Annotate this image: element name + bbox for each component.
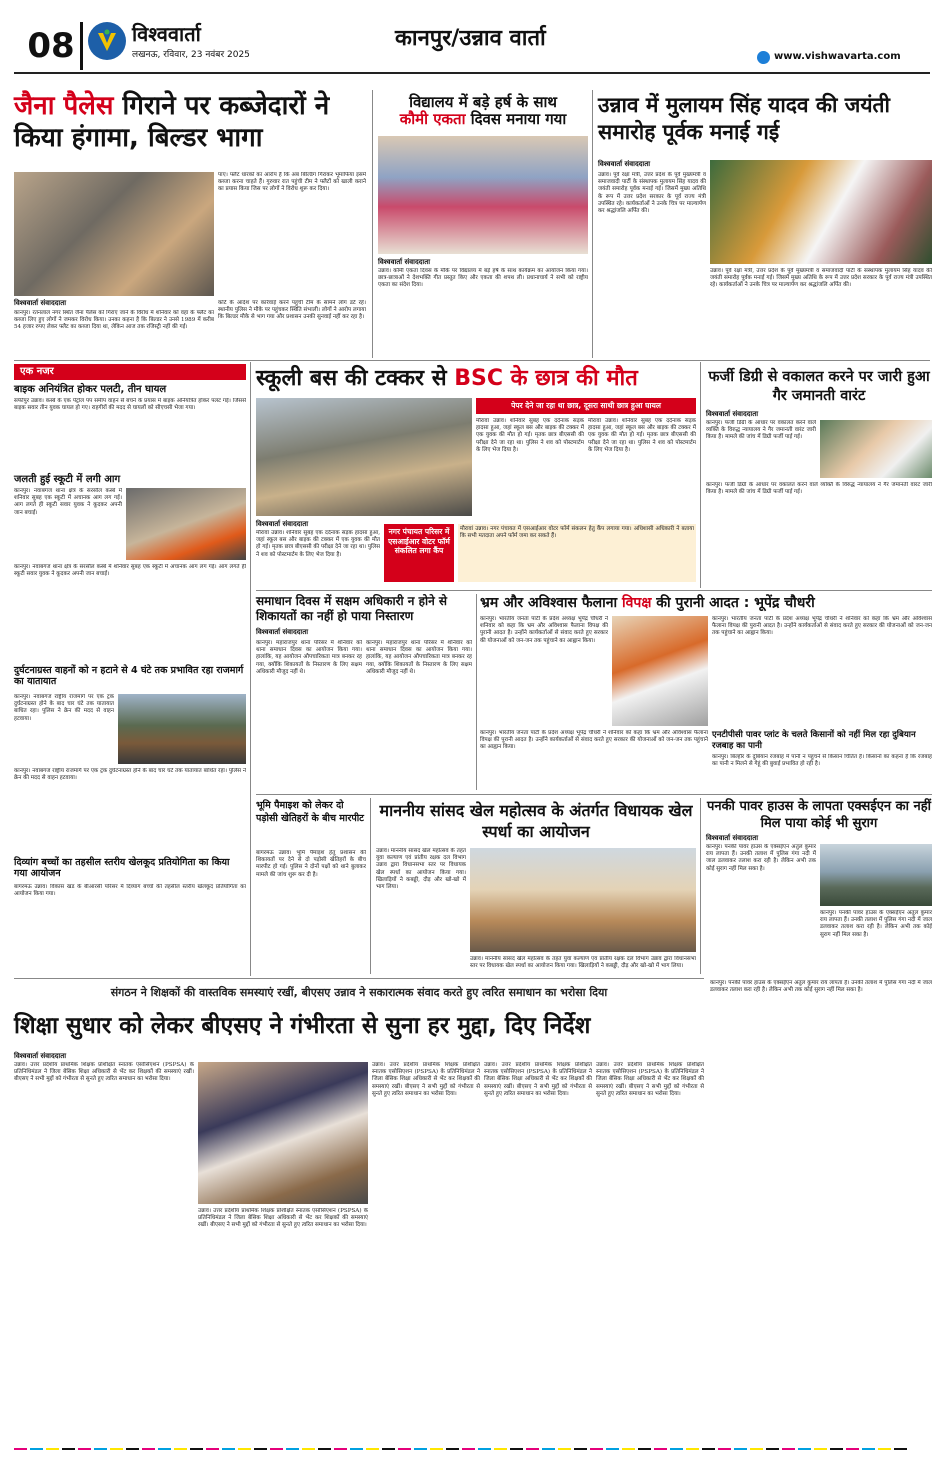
mulayam-body: उन्नाव। पूर्व रक्षा मंत्री, उत्तर प्रदेश के पूर्व मुख्यमंत्री व समाजवादी पार्टी के संस्थापक मुलायम सिंह यादव की जयंती समारोह पूर्वक मनाई गई। जिसमें मुख्य अतिथि के रूप में उत्तर प्रदेश सरकार के पूर्व राज्य मंत्री उपस्थित रहे। कार्यकर्ताओं ने उनके चित्र पर माल्यार्पण कर श्रद्धांजलि अर्पित की।: [598, 172, 706, 215]
farji-body-continued: कानपुर। फर्जी डिग्री के आधार पर वकालत करने वाले व्यक्ति के विरुद्ध न्यायालय ने गैर जमानती वारंट जारी किया है। मामले की जांच में डिग्री फर्जी पाई गई।: [706, 482, 932, 496]
school-bus-headline: [256, 364, 696, 394]
school-bus-body-continued: मौरावां उन्नाव। शनिवार सुबह एक दर्दनाक सड़क हादसा हुआ, जहां स्कूल बस और बाइक की टक्कर में एक युवक की मौत हो गई। मृतक छात्र बीएससी की परीक्षा देने जा रहा था। पुलिस ने शव को पोस्टमार्टम के लिए भेज दिया है।: [588, 418, 696, 453]
vidyalaya-body: उन्नाव। कौमी एकता दिवस के मौके पर विद्यालय में बड़े हर्ष के साथ कार्यक्रम का आयोजन किया गया। छात्र-छात्राओं ने देशभक्ति गीत प्रस्तुत किए और एकता की शपथ ली। प्रधानाचार्य ने सभी को राष्ट्रीय एकता का संदेश दिया।: [378, 268, 588, 289]
panki-body: कानपुर। पनकी पावर हाउस के एक्सईएन अतुल कुमार राय लापता हैं। उनकी तलाश में पुलिस गंगा नदी में जाल डलवाकर तलाश करा रही है। लेकिन अभी तक कोई सुराग नहीं मिल सका है।: [706, 844, 816, 872]
divider: [476, 594, 477, 790]
panki-headline: पनकी पावर हाउस के लापता एक्सईएन का नहीं मिल पाया कोई भी सुराग: [706, 799, 932, 831]
samadhan-byline: विश्ववार्ता संवाददाता: [256, 628, 309, 636]
bsa-body-col4: उन्नाव। उत्तर प्रदेशीय प्राथमिक शिक्षक प्रशिक्षित स्नातक एसोसिएशन (PSPSA) के प्रतिनिधिमंडल ने जिला बेसिक शिक्षा अधिकारी से भेंट कर शिक्षकों की समस्याएं रखीं। बीएसए ने सभी मुद्दों को गंभीरता से सुनते हुए त्वरित समाधान का भरोसा दिया।: [484, 1062, 592, 1097]
panki-body-continued: कानपुर। पनकी पावर हाउस के एक्सईएन अतुल कुमार राय लापता हैं। उनकी तलाश में पुलिस गंगा नदी में जाल डलवाकर तलाश करा रही है। लेकिन अभी तक कोई सुराग नहीं मिल सका है।: [820, 910, 932, 938]
divider: [14, 978, 704, 979]
ntpc-body: कानपुर। बिल्हौर के दुबियान रजबाह में पानी न पहुंचने से किसान चिंतित हैं। किसानों का कहना है कि रजबाह का पानी न मिलने से गेहूं की बुवाई प्रभावित हो रही है।: [712, 754, 932, 768]
nagar-panchayat-box: नगर पंचायत परिसर में एसआईआर वोटर फॉर्म संकलित लगा कैंप: [384, 524, 454, 582]
bsa-kicker: संगठन ने शिक्षकों की वास्तविक समस्याएं रखीं, बीएसए उन्नाव ने सकारात्मक संवाद करते हुए त्वरित समाधान का भरोसा दिया: [110, 986, 608, 999]
bsa-body-continued: उन्नाव। उत्तर प्रदेशीय प्राथमिक शिक्षक प्रशिक्षित स्नातक एसोसिएशन (PSPSA) के प्रतिनिधिमंडल ने जिला बेसिक शिक्षा अधिकारी से भेंट कर शिक्षकों की समस्याएं रखीं। बीएसए ने सभी मुद्दों को गंभीरता से सुनते हुए त्वरित समाधान का भरोसा दिया।: [198, 1208, 368, 1229]
ek-nazar-scooty-photo: [126, 488, 246, 560]
bhram-photo: [612, 616, 708, 726]
sansad-body: उन्नाव। माननीय सांसद खेल महोत्सव के तहत युवा कल्याण एवं प्रांतीय रक्षक दल विभाग उन्नाव द्वारा विधानसभा स्तर पर विधायक खेल स्पर्धा का आयोजन किया गया। खिलाड़ियों ने कबड्डी, दौड़ और खो-खो में भाग लिया।: [376, 848, 466, 891]
bhumi-body: बांगरमऊ उन्नाव। भूमि पैमाइश हेतु प्रशासन की शिकायतों पर देने से दो पड़ोसी खेतिहरों के बीच मारपीट हो गई। पुलिस ने दोनों पक्षों को थाने बुलाकर मामले की जांच शुरू कर दी है।: [256, 850, 366, 878]
school-bus-headline-pre: स्कूली बस की टक्कर से: [256, 366, 455, 391]
bsa-byline: विश्ववार्ता संवाददाता: [14, 1052, 67, 1060]
dateline: लखनऊ, रविवार, 23 नवंबर 2025: [132, 50, 250, 60]
jaina-headline-red: जैना पैलेस: [14, 91, 114, 121]
divider: [256, 590, 932, 591]
website-link[interactable]: www.vishwavarta.com: [774, 51, 901, 62]
mulayam-photo: [710, 160, 932, 264]
divider: [250, 362, 251, 976]
ek-nazar-item-body: कानपुर। नवाबगंज थाना क्षेत्र के सरसौल कस्बे में शनिवार सुबह एक स्कूटी में अचानक आग लग गई। आग लगते ही स्कूटी सवार युवक ने कूदकर अपनी जान बचाई।: [14, 564, 246, 578]
ek-nazar-label: एक नजर: [14, 364, 246, 380]
bhram-headline-rest: की पुरानी आदत : भूपेंद्र चौधरी: [651, 595, 815, 611]
globe-icon: [757, 51, 770, 64]
ek-nazar-item-body: सफीपुर उन्नाव। कस्बे के एक पेट्रोल पंप समीप वाहन से बचने के प्रयास में बाइक अनियंत्रित होकर पलट गई। जिससे बाइक सवार तीन युवक घायल हो गए। राहगीरों की मदद से घायलों को सीएचसी भेजा गया।: [14, 398, 246, 412]
farji-body: कानपुर। फर्जी डिग्री के आधार पर वकालत करने वाले व्यक्ति के विरुद्ध न्यायालय ने गैर जमानती वारंट जारी किया है। मामले की जांच में डिग्री फर्जी पाई गई।: [706, 420, 816, 441]
jaina-photo: [14, 172, 214, 296]
ek-nazar-item-body: बांगरमऊ उन्नाव। विकास खंड के बीआरसी परिसर में दिव्यांग बच्चों की तहसील स्तरीय खेलकूद प्रतियोगिता का आयोजन किया गया।: [14, 884, 246, 898]
masthead: [0, 0, 945, 88]
divider: [256, 794, 932, 795]
ek-nazar-item-body: कानपुर। नवाबगंज राष्ट्रीय राजमार्ग पर एक ट्रक दुर्घटनाग्रस्त होने के बाद चार घंटे तक यातायात बाधित रहा। पुलिस ने क्रेन की मदद से वाहन हटवाया।: [14, 768, 246, 782]
mulayam-body-continued: उन्नाव। पूर्व रक्षा मंत्री, उत्तर प्रदेश के पूर्व मुख्यमंत्री व समाजवादी पार्टी के संस्थापक मुलायम सिंह यादव की जयंती समारोह पूर्वक मनाई गई। जिसमें मुख्य अतिथि के रूप में उत्तर प्रदेश सरकार के पूर्व राज्य मंत्री उपस्थित रहे। कार्यकर्ताओं ने उनके चित्र पर माल्यार्पण कर श्रद्धांजलि अर्पित की।: [710, 268, 932, 289]
print-color-bar: [14, 1440, 930, 1450]
page-number-divider: [80, 22, 83, 70]
bsa-body: उन्नाव। उत्तर प्रदेशीय प्राथमिक शिक्षक प्रशिक्षित स्नातक एसोसिएशन (PSPSA) के प्रतिनिधिमंडल ने जिला बेसिक शिक्षा अधिकारी से भेंट कर शिक्षकों की समस्याएं रखीं। बीएसए ने सभी मुद्दों को गंभीरता से सुनते हुए त्वरित समाधान का भरोसा दिया।: [14, 1062, 194, 1083]
jaina-body-lead: कानपुर। रतनलाल नगर स्थित जैना पैलेस को गिराए जाने के विरोध में शनिवार को वहां के फ्लैट का कब्जा लिए हुए लोगों ने जमकर विरोध किया। उनका कहना है कि बिल्डर ने उनसे 1989 में करीब 54 हजार रुपए लेकर फ्लैट का कब्जा दिया था, लेकिन आज तक रजिस्ट्री नहीं की गई।: [14, 310, 214, 331]
jaina-body-mid: पाए। फ्लैट धारकों का आरोप है कि अब बिल्डिंग गिराकर भूमाफिया इसमें कब्जा करना चाहते हैं। गुरुवार रात पहुंची टीम ने फ्लैटों को खाली कराने का प्रयास किया जिस पर लोगों ने विरोध शुरू कर दिया।: [218, 172, 366, 193]
bhram-headline: [480, 594, 932, 612]
masthead-rule: [14, 72, 930, 74]
school-bus-body-lower: मौरावां उन्नाव। शनिवार सुबह एक दर्दनाक सड़क हादसा हुआ, जहां स्कूल बस और बाइक की टक्कर में एक युवक की मौत हो गई। मृतक छात्र बीएससी की परीक्षा देने जा रहा था। पुलिस ने शव को पोस्टमार्टम के लिए भेज दिया है।: [256, 530, 380, 558]
sansad-photo: [470, 848, 696, 952]
paper-name: विश्ववार्ता: [132, 22, 201, 46]
farji-photo: [820, 420, 932, 478]
ek-nazar-item-title: बाइक अनियंत्रित होकर पलटी, तीन घायल: [14, 384, 167, 395]
vidyalaya-headline: [378, 94, 588, 128]
jaina-byline: विश्ववार्ता संवाददाता: [14, 299, 67, 307]
logo-icon: [88, 22, 126, 60]
jaina-headline: [14, 90, 374, 154]
section-title: कानपुर/उन्नाव वार्ता: [395, 26, 546, 51]
bsa-body-col3: उन्नाव। उत्तर प्रदेशीय प्राथमिक शिक्षक प्रशिक्षित स्नातक एसोसिएशन (PSPSA) के प्रतिनिधिमंडल ने जिला बेसिक शिक्षा अधिकारी से भेंट कर शिक्षकों की समस्याएं रखीं। बीएसए ने सभी मुद्दों को गंभीरता से सुनते हुए त्वरित समाधान का भरोसा दिया।: [372, 1062, 480, 1097]
mulayam-byline: विश्ववार्ता संवाददाता: [598, 160, 651, 168]
page-number: 08: [27, 26, 75, 66]
bsa-photo: [198, 1062, 368, 1204]
jaina-body-right: कोर्ट के आदेश पर कार्रवाई करने पहुंची टीम के सामने लोग डटे रहे। स्थानीय पुलिस ने मौके पर पहुंचकर स्थिति संभाली। लोगों ने आरोप लगाया कि बिल्डर मौके से भाग गया और प्रशासन उनकी सुनवाई नहीं कर रहा है।: [218, 300, 366, 321]
nagar-panchayat-body: मौरावां उन्नाव। नगर पंचायत में एसआईआर वोटर फॉर्म संकलन हेतु कैंप लगाया गया। अधिशासी अधिकारी ने बताया कि सभी मतदाता अपने फॉर्म जमा कर सकते हैं।: [458, 524, 696, 582]
divider: [700, 362, 701, 588]
bhram-headline-pre: भ्रम और अविश्वास फैलाना: [480, 595, 622, 611]
divider: [592, 90, 593, 358]
divider: [370, 798, 371, 974]
vidyalaya-headline-top: विद्यालय में बड़े हर्ष के साथ: [409, 93, 557, 111]
ek-nazar-item-title: दिव्यांग बच्चों का तहसील स्तरीय खेलकूद प्रतियोगिता का किया गया आयोजन: [14, 857, 230, 879]
ntpc-headline: एनटीपीसी पावर प्लांट के चलते किसानों को नहीं मिल रहा दुबियान रजबाह का पानी: [712, 730, 916, 751]
panki-photo: [820, 844, 932, 906]
samadhan-body-continued: कानपुर। महाराजपुर थाना परिसर में शनिवार को थाना समाधान दिवस का आयोजन किया गया। हालांकि, यह आयोजन औपचारिकता मात्र बनकर रह गया, क्योंकि शिकायतों के निस्तारण के लिए सक्षम अधिकारी मौजूद नहीं थे।: [366, 640, 472, 675]
samadhan-body: कानपुर। महाराजपुर थाना परिसर में शनिवार को थाना समाधान दिवस का आयोजन किया गया। हालांकि, यह आयोजन औपचारिकता मात्र बनकर रह गया, क्योंकि शिकायतों के निस्तारण के लिए सक्षम अधिकारी मौजूद नहीं थे।: [256, 640, 362, 675]
panki-byline: विश्ववार्ता संवाददाता: [706, 834, 759, 842]
mulayam-headline: उन्नाव में मुलायम सिंह यादव की जयंती समारोह पूर्वक मनाई गई: [598, 93, 890, 144]
bsa-body-col5: उन्नाव। उत्तर प्रदेशीय प्राथमिक शिक्षक प्रशिक्षित स्नातक एसोसिएशन (PSPSA) के प्रतिनिधिमंडल ने जिला बेसिक शिक्षा अधिकारी से भेंट कर शिक्षकों की समस्याएं रखीं। बीएसए ने सभी मुद्दों को गंभीरता से सुनते हुए त्वरित समाधान का भरोसा दिया।: [596, 1062, 704, 1097]
vidyalaya-byline: विश्ववार्ता संवाददाता: [378, 258, 431, 266]
sansad-headline: माननीय सांसद खेल महोत्सव के अंतर्गत विधायक खेल स्पर्धा का आयोजन: [379, 801, 693, 841]
vidyalaya-headline-rest: दिवस मनाया गया: [465, 109, 567, 128]
ek-nazar-item-title: जलती हुई स्कूटी में लगी आग: [14, 474, 121, 485]
bhram-headline-red: विपक्ष: [622, 595, 652, 611]
bhram-body: कानपुर। भारतीय जनता पार्टी के प्रदेश अध्यक्ष भूपेंद्र चौधरी ने शनिवार को कहा कि भ्रम और अविश्वास फैलाना विपक्ष की पुरानी आदत है। उन्होंने कार्यकर्ताओं से संवाद करते हुए सरकार की योजनाओं को जन-जन तक पहुंचाने का आह्वान किया।: [480, 616, 608, 644]
divider: [14, 360, 930, 361]
divider: [700, 798, 701, 974]
bhram-body-lower: कानपुर। भारतीय जनता पार्टी के प्रदेश अध्यक्ष भूपेंद्र चौधरी ने शनिवार को कहा कि भ्रम और अविश्वास फैलाना विपक्ष की पुरानी आदत है। उन्होंने कार्यकर्ताओं से संवाद करते हुए सरकार की योजनाओं को जन-जन तक पहुंचाने का आह्वान किया।: [480, 730, 708, 751]
bsa-headline: शिक्षा सुधार को लेकर बीएसए ने गंभीरता से सुना हर मुद्दा, दिए निर्देश: [14, 1013, 591, 1039]
school-bus-headline-red: BSC के छात्र की मौत: [454, 366, 638, 391]
bhumi-headline: भूमि पैमाइश को लेकर दो पड़ोसी खेतिहरों के बीच मारपीट: [256, 800, 364, 824]
school-bus-ribbon: पेपर देने जा रहा था छात्र, दूसरा साथी छात्र हुआ घायल: [476, 398, 696, 414]
sansad-body-continued: उन्नाव। माननीय सांसद खेल महोत्सव के तहत युवा कल्याण एवं प्रांतीय रक्षक दल विभाग उन्नाव द्वारा विधानसभा स्तर पर विधायक खेल स्पर्धा का आयोजन किया गया। खिलाड़ियों ने कबड्डी, दौड़ और खो-खो में भाग लिया।: [470, 956, 696, 970]
school-bus-byline: विश्ववार्ता संवाददाता: [256, 520, 309, 528]
jaina-headline-rest: गिराने पर कब्जेदारों ने किया हंगामा, बिल्डर भागा: [14, 91, 330, 153]
ek-nazar-item-body: कानपुर। नवाबगंज राष्ट्रीय राजमार्ग पर एक ट्रक दुर्घटनाग्रस्त होने के बाद चार घंटे तक यातायात बाधित रहा। पुलिस ने क्रेन की मदद से वाहन हटवाया।: [14, 694, 114, 722]
vidyalaya-photo: [378, 136, 588, 254]
school-bus-photo: [256, 398, 472, 516]
farji-byline: विश्ववार्ता संवाददाता: [706, 410, 759, 418]
vidyalaya-headline-red: कौमी एकता: [399, 109, 466, 128]
ek-nazar-truck-photo: [118, 694, 246, 764]
samadhan-headline: समाधान दिवस में सक्षम अधिकारी न होने से शिकायतों का नहीं हो पाया निस्तारण: [256, 594, 448, 623]
ek-nazar-item-title: दुर्घटनाग्रस्त वाहनों को न हटाने से 4 घंटे तक प्रभावित रहा राजमार्ग का यातायात: [14, 665, 244, 687]
panki-body-lower: कानपुर। पनकी पावर हाउस के एक्सईएन अतुल कुमार राय लापता हैं। उनकी तलाश में पुलिस गंगा नदी में जाल डलवाकर तलाश करा रही है। लेकिन अभी तक कोई सुराग नहीं मिल सका है।: [710, 980, 932, 994]
ek-nazar-item-body: कानपुर। नवाबगंज थाना क्षेत्र के सरसौल कस्बे में शनिवार सुबह एक स्कूटी में अचानक आग लग गई। आग लगते ही स्कूटी सवार युवक ने कूदकर अपनी जान बचाई।: [14, 488, 122, 516]
bhram-body-continued: कानपुर। भारतीय जनता पार्टी के प्रदेश अध्यक्ष भूपेंद्र चौधरी ने शनिवार को कहा कि भ्रम और अविश्वास फैलाना विपक्ष की पुरानी आदत है। उन्होंने कार्यकर्ताओं से संवाद करते हुए सरकार की योजनाओं को जन-जन तक पहुंचाने का आह्वान किया।: [712, 616, 932, 637]
farji-headline: फर्जी डिग्री से वकालत करने पर जारी हुआ गैर जमानती वारंट: [708, 369, 930, 404]
divider: [372, 90, 373, 358]
school-bus-body: मौरावां उन्नाव। शनिवार सुबह एक दर्दनाक सड़क हादसा हुआ, जहां स्कूल बस और बाइक की टक्कर में एक युवक की मौत हो गई। मृतक छात्र बीएससी की परीक्षा देने जा रहा था। पुलिस ने शव को पोस्टमार्टम के लिए भेज दिया है।: [476, 418, 584, 453]
